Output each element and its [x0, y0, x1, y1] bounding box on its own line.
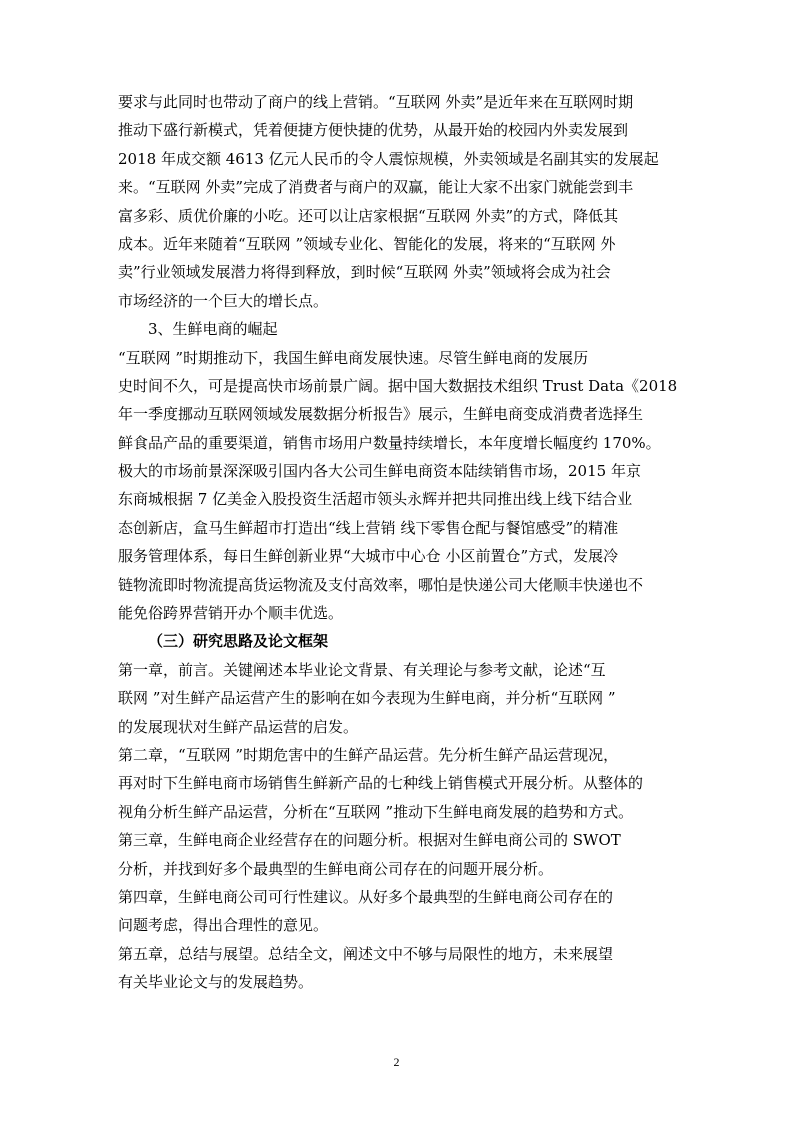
text-line: 第五章，总结与展望。总结全文，阐述文中不够与局限性的地方，未来展望	[118, 944, 614, 963]
text-line: 市场经济的一个巨大的增长点。	[118, 291, 329, 310]
text-line: 富多彩、质优价廉的小吃。还可以让店家根据“互联网 外卖”的方式，降低其	[118, 206, 619, 225]
text-line: 要求与此同时也带动了商户的线上营销。“互联网 外卖”是近年来在互联网时期	[118, 93, 634, 111]
text-line: 成本。近年来随着“互联网 ”领域专业化、智能化的发展，将来的“互联网 外	[118, 234, 616, 253]
text-line: 推动下盛行新模式，凭着便捷方便快捷的优势，从最开始的校园内外卖发展到	[118, 121, 629, 140]
text-line: 年一季度挪动互联网领域发展数据分析报告》展示，生鲜电商变成消费者选择生	[118, 405, 644, 424]
text-line: 第四章，生鲜电商公司可行性建议。从好多个最典型的生鲜电商公司存在的	[118, 887, 614, 906]
text-line: 有关毕业论文与的发展趋势。	[118, 973, 314, 992]
text-line: 视角分析生鲜产品运营，分析在“互联网 ”推动下生鲜电商发展的趋势和方式。	[118, 802, 634, 821]
text-line: 服务管理体系，每日生鲜创新业界“大城市中心仓 小区前置仓”方式，发展冷	[118, 547, 619, 566]
section-heading: （三）研究思路及论文框架	[148, 632, 329, 651]
page-number: 2	[393, 1055, 400, 1069]
text-line: 问题考虑，得出合理性的意见。	[118, 916, 329, 935]
text-line: 再对时下生鲜电商市场销售生鲜新产品的七种线上销售模式开展分析。从整体的	[118, 774, 644, 793]
text-line: 第一章，前言。关键阐述本毕业论文背景、有关理论与参考文献，论述“互	[118, 660, 606, 679]
text-line: 联网 ”对生鲜产品运营产生的影响在如今表现为生鲜电商，并分析“互联网 ”	[118, 689, 616, 708]
section-heading: 3、生鲜电商的崛起	[148, 320, 278, 339]
text-line: 鲜食品产品的重要渠道，销售市场用户数量持续增长，本年度增长幅度约 170%。	[118, 433, 661, 452]
text-line: 态创新店，盒马生鲜超市打造出“线上营销 线下零售仓配与餐馆感受”的精准	[118, 518, 619, 537]
text-line: 极大的市场前景深深吸引国内各大公司生鲜电商资本陆续销售市场，2015 年京	[118, 462, 641, 481]
text-line: “互联网 ”时期推动下，我国生鲜电商发展快速。尽管生鲜电商的发展历	[118, 348, 589, 367]
text-line: 能免俗跨界营销开办个顺丰优选。	[118, 604, 344, 623]
text-line: 分析，并找到好多个最典型的生鲜电商公司存在的问题开展分析。	[118, 859, 554, 878]
text-line: 第三章，生鲜电商企业经营存在的问题分析。根据对生鲜电商公司的 SWOT	[118, 831, 621, 850]
text-line: 2018 年成交额 4613 亿元人民币的令人震惊规模，外卖领域是名副其实的发展起	[118, 149, 659, 168]
text-line: 链物流即时物流提高货运物流及支付高效率，哪怕是快递公司大佬顺丰快递也不	[118, 575, 644, 594]
document-body	[118, 88, 676, 997]
text-line: 东商城根据 7 亿美金入股投资生活超市领头永辉并把共同推出线上线下结合业	[118, 490, 633, 509]
text-line: 卖”行业领域发展潜力将得到释放，到时候“互联网 外卖”领域将会成为社会	[118, 263, 611, 282]
text-line: 第二章，“互联网 ”时期危害中的生鲜产品运营。先分析生鲜产品运营现况，	[118, 745, 619, 764]
text-line: 的发展现状对生鲜产品运营的启发。	[118, 717, 359, 736]
text-line: 来。“互联网 外卖”完成了消费者与商户的双赢，能让大家不出家门就能尝到丰	[118, 178, 634, 197]
text-line: 史时间不久，可是提高快市场前景广阔。据中国大数据技术组织 Trust Data《2018	[118, 376, 678, 395]
